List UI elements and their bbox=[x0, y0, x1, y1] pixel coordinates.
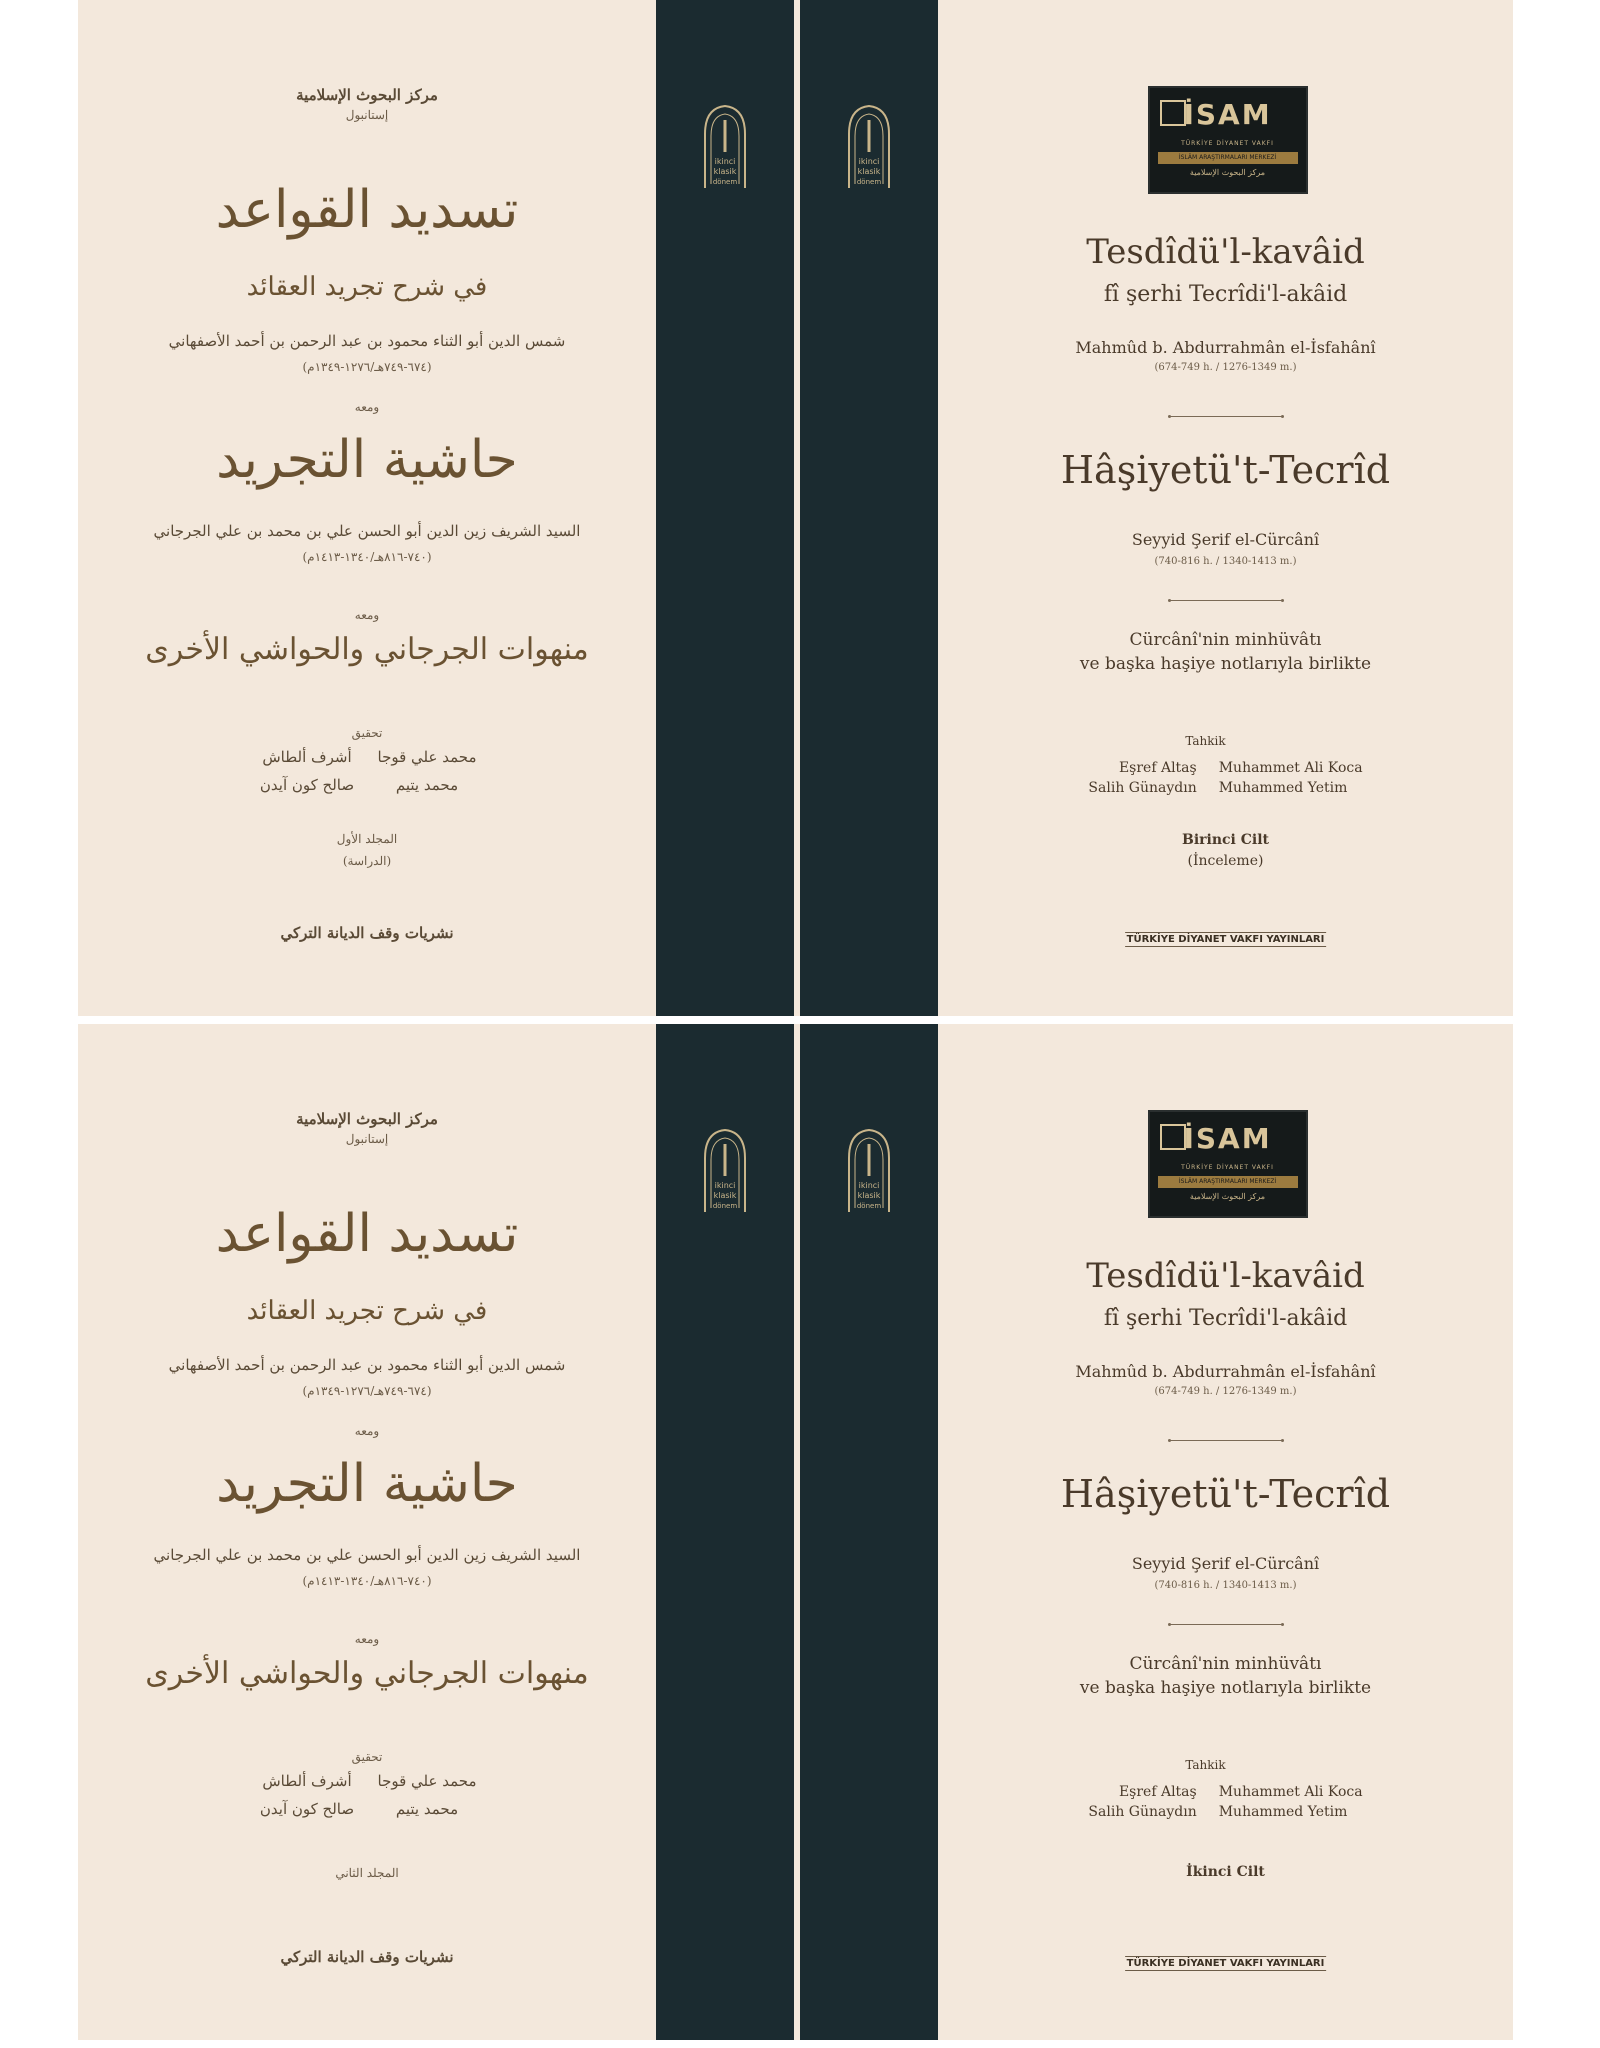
publisher-label: TÜRKİYE DİYANET VAKFI YAYINLARI bbox=[1126, 934, 1325, 945]
book-subtitle: fî şerhi Tecrîdi'l-akâid bbox=[1103, 282, 1348, 307]
logo-text: İSAM bbox=[1183, 1122, 1272, 1155]
editors-right-column bbox=[1219, 758, 1363, 798]
spine-emblem-icon bbox=[701, 1128, 749, 1214]
author-2-dates: (740-816 h. / 1340-1413 m.) bbox=[1154, 556, 1297, 567]
editors-grid bbox=[938, 758, 1513, 798]
spine-emblem-icon bbox=[845, 1128, 893, 1214]
arabic-dates-1: (٦٧٤-٧٤٩هـ/١٢٧٦-١٣٤٩م) bbox=[302, 360, 432, 374]
isam-logo bbox=[1148, 1110, 1308, 1218]
logo-subtitle: TÜRKİYE DİYANET VAKFI bbox=[1181, 140, 1274, 147]
volume-label: Birinci Cilt bbox=[1182, 832, 1269, 848]
institute-name: مركز البحوث الإسلامية bbox=[296, 86, 438, 104]
editors-left-column bbox=[1088, 758, 1196, 798]
note-line-2: ve başka haşiye notlarıyla birlikte bbox=[1079, 1678, 1372, 1698]
spine-emblem-icon bbox=[701, 104, 749, 190]
arabic-title-3: منهوات الجرجاني والحواشي الأخرى bbox=[145, 632, 589, 667]
arabic-subtitle-1: في شرح تجريد العقائد bbox=[246, 1296, 488, 1326]
arabic-back-cover bbox=[78, 0, 656, 1016]
svg-text:klasik: klasik bbox=[713, 1191, 737, 1200]
svg-text:klasik: klasik bbox=[857, 1191, 881, 1200]
svg-text:dönem: dönem bbox=[712, 1202, 738, 1210]
author-dates: (674-749 h. / 1276-1349 m.) bbox=[1154, 362, 1297, 373]
editor-c: Salih Günaydın bbox=[1088, 780, 1197, 796]
book-author-2: Seyyid Şerif el-Cürcânî bbox=[1131, 1554, 1320, 1573]
arabic-with-2: ومعه bbox=[354, 608, 380, 622]
arabic-author-1: شمس الدين أبو الثناء محمود بن عبد الرحمن بن أحمد الأصفهاني bbox=[168, 1356, 566, 1374]
svg-text:ikinci: ikinci bbox=[858, 1181, 880, 1190]
svg-text:dönem: dönem bbox=[856, 178, 882, 186]
logo-text: İSAM bbox=[1183, 98, 1272, 131]
arabic-editor-b: محمد علي قوجا bbox=[377, 748, 477, 766]
editor-d: Muhammed Yetim bbox=[1218, 1804, 1348, 1820]
publisher-label: TÜRKİYE DİYANET VAKFI YAYINLARI bbox=[1126, 1958, 1325, 1969]
arabic-publisher: نشريات وقف الديانة التركي bbox=[280, 1948, 454, 1966]
institute-city: إستانبول bbox=[345, 108, 389, 122]
isam-logo bbox=[1148, 86, 1308, 194]
spine-emblem-icon bbox=[845, 104, 893, 190]
turkish-front-cover bbox=[938, 0, 1513, 1016]
arabic-subtitle-1: في شرح تجريد العقائد bbox=[246, 272, 488, 302]
book-author: Mahmûd b. Abdurrahmân el-İsfahânî bbox=[1075, 338, 1376, 357]
arabic-with-2: ومعه bbox=[354, 1632, 380, 1646]
book-title: Tesdîdü'l-kavâid bbox=[1086, 1256, 1365, 1296]
logo-band: İSLÂM ARAŞTIRMALARI MERKEZİ bbox=[1158, 1176, 1298, 1188]
editor-a: Eşref Altaş bbox=[1118, 760, 1197, 776]
arabic-editor-c: صالح كون آيدن bbox=[259, 1800, 355, 1818]
institute-city: إستانبول bbox=[345, 1132, 389, 1146]
svg-text:ikinci: ikinci bbox=[714, 157, 736, 166]
svg-text:dönem: dönem bbox=[856, 1202, 882, 1210]
institute-name: مركز البحوث الإسلامية bbox=[296, 1110, 438, 1128]
arabic-with-1: ومعه bbox=[354, 400, 380, 414]
arabic-dates-2: (٧٤٠-٨١٦هـ/١٣٤٠-١٤١٣م) bbox=[302, 1574, 432, 1588]
arabic-dates-2: (٧٤٠-٨١٦هـ/١٣٤٠-١٤١٣م) bbox=[302, 550, 432, 564]
editor-d: Muhammed Yetim bbox=[1218, 780, 1348, 796]
arabic-editor-a: أشرف ألطاش bbox=[262, 1772, 352, 1790]
divider bbox=[1170, 600, 1282, 601]
spine-right bbox=[800, 0, 938, 1016]
turkish-front-cover bbox=[938, 1024, 1513, 2040]
svg-text:ikinci: ikinci bbox=[714, 1181, 736, 1190]
arabic-title-1: تسديد القواعد bbox=[215, 180, 519, 240]
arabic-title-2: حاشية التجريد bbox=[216, 1454, 518, 1514]
editor-c: Salih Günaydın bbox=[1088, 1804, 1197, 1820]
arabic-editor-b: محمد علي قوجا bbox=[377, 1772, 477, 1790]
editor-b: Muhammet Ali Koca bbox=[1218, 1784, 1363, 1800]
author-2-dates: (740-816 h. / 1340-1413 m.) bbox=[1154, 1580, 1297, 1591]
spine-right bbox=[800, 1024, 938, 2040]
arabic-editor-d: محمد يتيم bbox=[395, 776, 459, 794]
svg-text:klasik: klasik bbox=[857, 167, 881, 176]
editors-grid bbox=[938, 1782, 1513, 1822]
logo-band: İSLÂM ARAŞTIRMALARI MERKEZİ bbox=[1158, 152, 1298, 164]
logo-arabic: مركز البحوث الإسلامية bbox=[1189, 168, 1266, 177]
note-line-1: Cürcânî'nin minhüvâtı bbox=[1129, 630, 1322, 650]
editor-a: Eşref Altaş bbox=[1118, 1784, 1197, 1800]
logo-arabic: مركز البحوث الإسلامية bbox=[1189, 1192, 1266, 1201]
editors-right-column bbox=[1219, 1782, 1363, 1822]
spine-left bbox=[656, 0, 794, 1016]
svg-text:klasik: klasik bbox=[713, 167, 737, 176]
arabic-volume-label: المجلد الأول bbox=[336, 832, 398, 846]
arabic-volume-label: المجلد الثاني bbox=[335, 1866, 399, 1880]
logo-subtitle: TÜRKİYE DİYANET VAKFI bbox=[1181, 1164, 1274, 1171]
arabic-back-cover bbox=[78, 1024, 656, 2040]
arabic-volume-note: (الدراسة) bbox=[342, 854, 392, 868]
editors-left-column bbox=[1088, 1782, 1196, 1822]
arabic-title-2: حاشية التجريد bbox=[216, 430, 518, 490]
arabic-editors-heading: تحقيق bbox=[351, 726, 383, 740]
arabic-editors-heading: تحقيق bbox=[351, 1750, 383, 1764]
arabic-author-2: السيد الشريف زين الدين أبو الحسن علي بن محمد بن علي الجرجاني bbox=[153, 522, 581, 540]
editor-b: Muhammet Ali Koca bbox=[1218, 760, 1363, 776]
arabic-publisher: نشريات وقف الديانة التركي bbox=[280, 924, 454, 942]
book-subtitle: fî şerhi Tecrîdi'l-akâid bbox=[1103, 1306, 1348, 1331]
arabic-title-1: تسديد القواعد bbox=[215, 1204, 519, 1264]
arabic-title-3: منهوات الجرجاني والحواشي الأخرى bbox=[145, 1656, 589, 1691]
arabic-dates-1: (٦٧٤-٧٤٩هـ/١٢٧٦-١٣٤٩م) bbox=[302, 1384, 432, 1398]
arabic-author-2: السيد الشريف زين الدين أبو الحسن علي بن محمد بن علي الجرجاني bbox=[153, 1546, 581, 1564]
volume-label: İkinci Cilt bbox=[1186, 1864, 1265, 1880]
arabic-author-1: شمس الدين أبو الثناء محمود بن عبد الرحمن بن أحمد الأصفهاني bbox=[168, 332, 566, 350]
arabic-editor-c: صالح كون آيدن bbox=[259, 776, 355, 794]
note-line-1: Cürcânî'nin minhüvâtı bbox=[1129, 1654, 1322, 1674]
arabic-editor-a: أشرف ألطاش bbox=[262, 748, 352, 766]
book-title-2: Hâşiyetü't-Tecrîd bbox=[1060, 448, 1391, 492]
svg-text:dönem: dönem bbox=[712, 178, 738, 186]
arabic-with-1: ومعه bbox=[354, 1424, 380, 1438]
book-title-2: Hâşiyetü't-Tecrîd bbox=[1060, 1472, 1391, 1516]
book-author-2: Seyyid Şerif el-Cürcânî bbox=[1131, 530, 1320, 549]
author-dates: (674-749 h. / 1276-1349 m.) bbox=[1154, 1386, 1297, 1397]
book-title: Tesdîdü'l-kavâid bbox=[1086, 232, 1365, 272]
arabic-editor-d: محمد يتيم bbox=[395, 1800, 459, 1818]
divider bbox=[1170, 1440, 1282, 1441]
divider bbox=[1170, 416, 1282, 417]
spine-left bbox=[656, 1024, 794, 2040]
tahkik-label: Tahkik bbox=[1185, 734, 1226, 748]
volume-1-cover-spread bbox=[78, 0, 1513, 1016]
volume-2-cover-spread bbox=[78, 1024, 1513, 2040]
note-line-2: ve başka haşiye notlarıyla birlikte bbox=[1079, 654, 1372, 674]
book-author: Mahmûd b. Abdurrahmân el-İsfahânî bbox=[1075, 1362, 1376, 1381]
tahkik-label: Tahkik bbox=[1185, 1758, 1226, 1772]
volume-note: (İnceleme) bbox=[1187, 853, 1264, 869]
svg-text:ikinci: ikinci bbox=[858, 157, 880, 166]
divider bbox=[1170, 1624, 1282, 1625]
